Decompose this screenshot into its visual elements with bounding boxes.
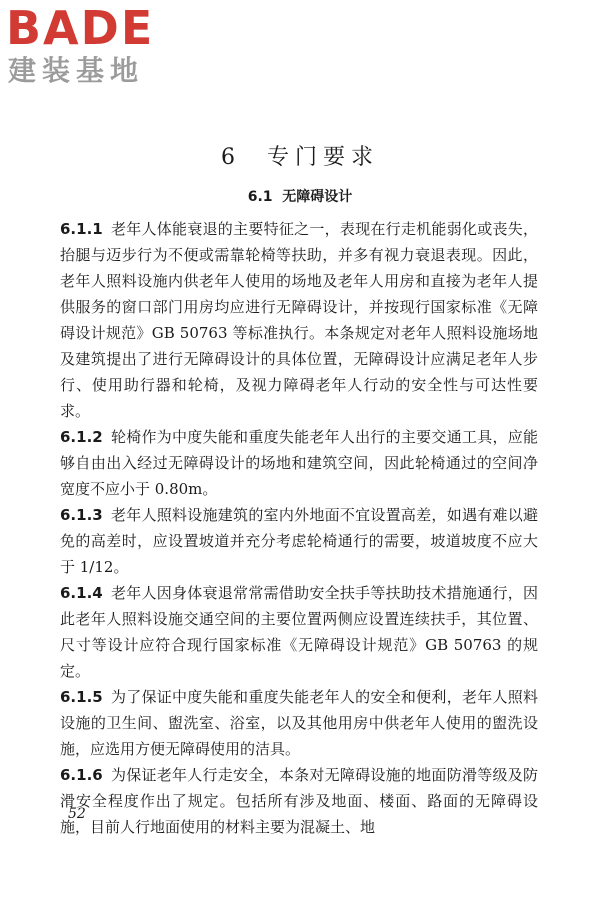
- body-text: [60, 216, 538, 840]
- paragraph-text: 为保证老年人行走安全，本条对无障碍设施的地面防滑等级及防滑安全程度作出了规定。包括所有涉及地面、楼面、路面的无障碍设施，目前人行地面使用的材料主要为混凝土、地: [60, 766, 538, 836]
- clause-number: 6.1.5: [60, 688, 103, 706]
- logo-subtitle: 建装基地: [8, 54, 145, 87]
- logo-brand: BADE: [6, 1, 155, 55]
- paragraph: [60, 216, 538, 424]
- paragraph: [60, 684, 538, 762]
- chapter-title: 6 专门要求: [221, 145, 379, 170]
- logo: [6, 2, 176, 92]
- paragraph-text: 为了保证中度失能和重度失能老年人的安全和便利，老年人照料设施的卫生间、盥洗室、浴室，以及其他用房中供老年人使用的盥洗设施，应选用方便无障碍使用的洁具。: [60, 688, 538, 758]
- paragraph: [60, 580, 538, 684]
- paragraph-text: 老年人因身体衰退常常需借助安全扶手等扶助技术措施通行，因此老年人照料设施交通空间的主要位置两侧应设置连续扶手，其位置、尺寸等设计应符合现行国家标准《无障碍设计规范》GB 50763 的规定。: [60, 584, 538, 680]
- paragraph-text: 老年人体能衰退的主要特征之一，表现在行走机能弱化或丧失，抬腿与迈步行为不便或需靠轮椅等扶助，并多有视力衰退表现。因此，老年人照料设施内供老年人使用的场地及老年人用房和直接为老年人提供服务的窗口部门用房均应进行无障碍设计，并按现行国家标准《无障碍设计规范》GB 50763 等标准执行。本条规定对老年人照料设施场地及建筑提出了进行无障碍设计的具体位置，无障碍设计应满足老年人步行、使用助行器和轮椅，及视力障碍老年人行动的安全性与可达性要求。: [60, 220, 538, 420]
- page-number: 52: [68, 806, 86, 822]
- clause-number: 6.1.4: [60, 584, 103, 602]
- paragraph: [60, 424, 538, 502]
- clause-number: 6.1.3: [60, 506, 103, 524]
- paragraph: [60, 762, 538, 840]
- section-title: 6.1 无障碍设计: [247, 189, 353, 205]
- clause-number: 6.1.6: [60, 766, 103, 784]
- paragraph: [60, 502, 538, 580]
- paragraph-text: 轮椅作为中度失能和重度失能老年人出行的主要交通工具，应能够自由出入经过无障碍设计的场地和建筑空间，因此轮椅通过的空间净宽度不应小于 0.80m。: [60, 428, 538, 498]
- paragraph-text: 老年人照料设施建筑的室内外地面不宜设置高差，如遇有难以避免的高差时，应设置坡道并充分考虑轮椅通行的需要，坡道坡度不应大于 1/12。: [60, 506, 538, 576]
- clause-number: 6.1.2: [60, 428, 103, 446]
- clause-number: 6.1.1: [60, 220, 103, 238]
